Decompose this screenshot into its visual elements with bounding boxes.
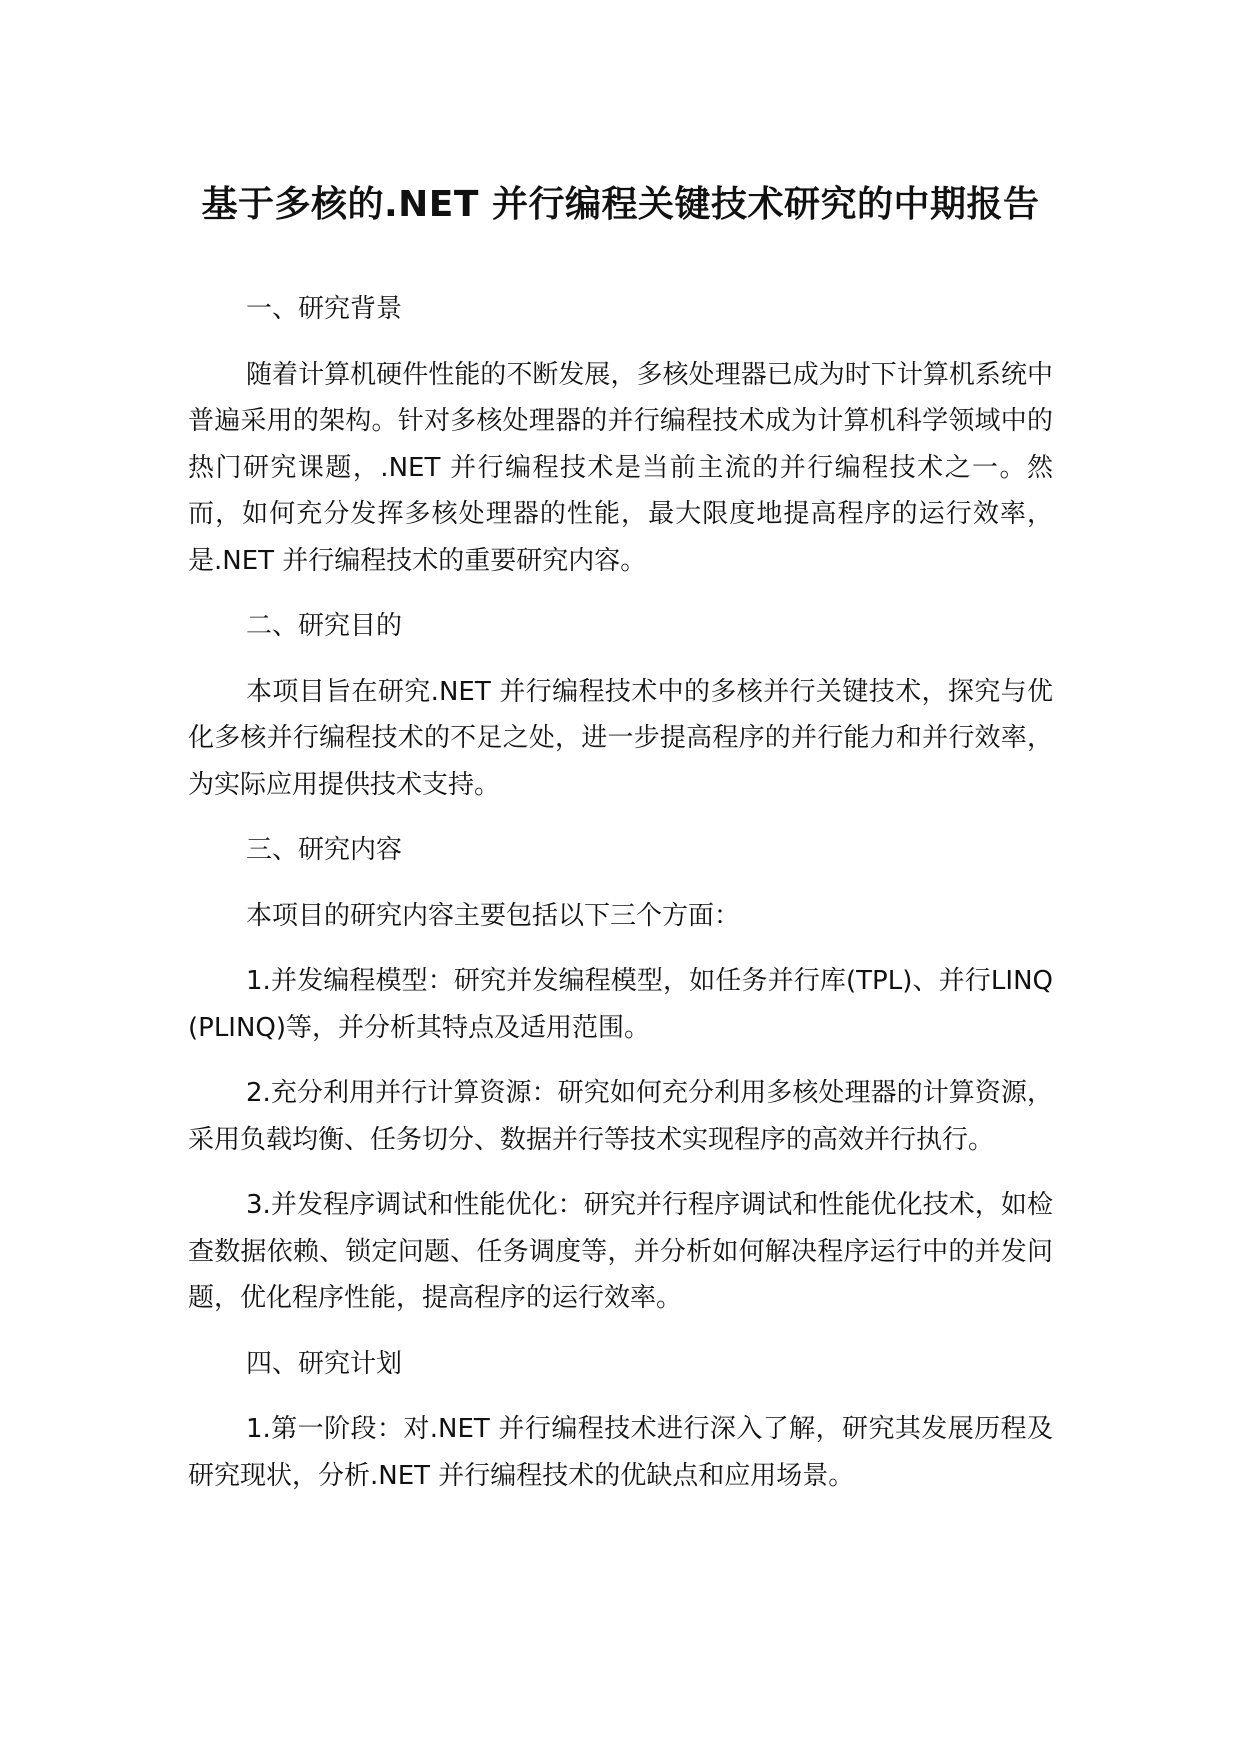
purpose-paragraph: 本项目旨在研究.NET 并行编程技术中的多核并行关键技术，探究与优化多核并行编程技术的不足之处，进一步提高程序的并行能力和并行效率，为实际应用提供技术支持。 <box>188 676 1053 800</box>
document-body <box>188 286 1053 1518</box>
background-paragraph: 随着计算机硬件性能的不断发展，多核处理器已成为时下计算机系统中普遍采用的架构。针对多核处理器的并行编程技术成为计算机科学领域中的热门研究课题，.NET 并行编程技术是当前主流的并行编程技术之一。然而，如何充分发挥多核处理器的性能，最大限度地提高程序的运行效率，是.NET 并行编程技术的重要研究内容。 <box>188 359 1053 576</box>
plan-item-1: 1.第一阶段：对.NET 并行编程技术进行深入了解，研究其发展历程及研究现状，分析.NET 并行编程技术的优缺点和应用场景。 <box>188 1414 1053 1491</box>
section-heading-background: 一、研究背景 <box>246 294 403 324</box>
section-heading-purpose: 二、研究目的 <box>246 611 403 641</box>
content-item-1: 1.并发编程模型：研究并发编程模型，如任务并行库(TPL)、并行LINQ(PLINQ)等，并分析其特点及适用范围。 <box>188 966 1053 1043</box>
section-heading-content: 三、研究内容 <box>246 835 403 865</box>
section-heading-plan: 四、研究计划 <box>246 1348 403 1379</box>
content-item-3: 3.并发程序调试和性能优化：研究并行程序调试和性能优化技术，如检查数据依赖、锁定问题、任务调度等，并分析如何解决程序运行中的并发问题，优化程序性能，提高程序的运行效率。 <box>188 1190 1053 1313</box>
content-item-2: 2.充分利用并行计算资源：研究如何充分利用多核处理器的计算资源，采用负载均衡、任务切分、数据并行等技术实现程序的高效并行执行。 <box>188 1078 1053 1155</box>
content-intro-paragraph: 本项目的研究内容主要包括以下三个方面： <box>246 900 741 931</box>
document-title: 基于多核的.NET 并行编程关键技术研究的中期报告 <box>201 184 1040 225</box>
